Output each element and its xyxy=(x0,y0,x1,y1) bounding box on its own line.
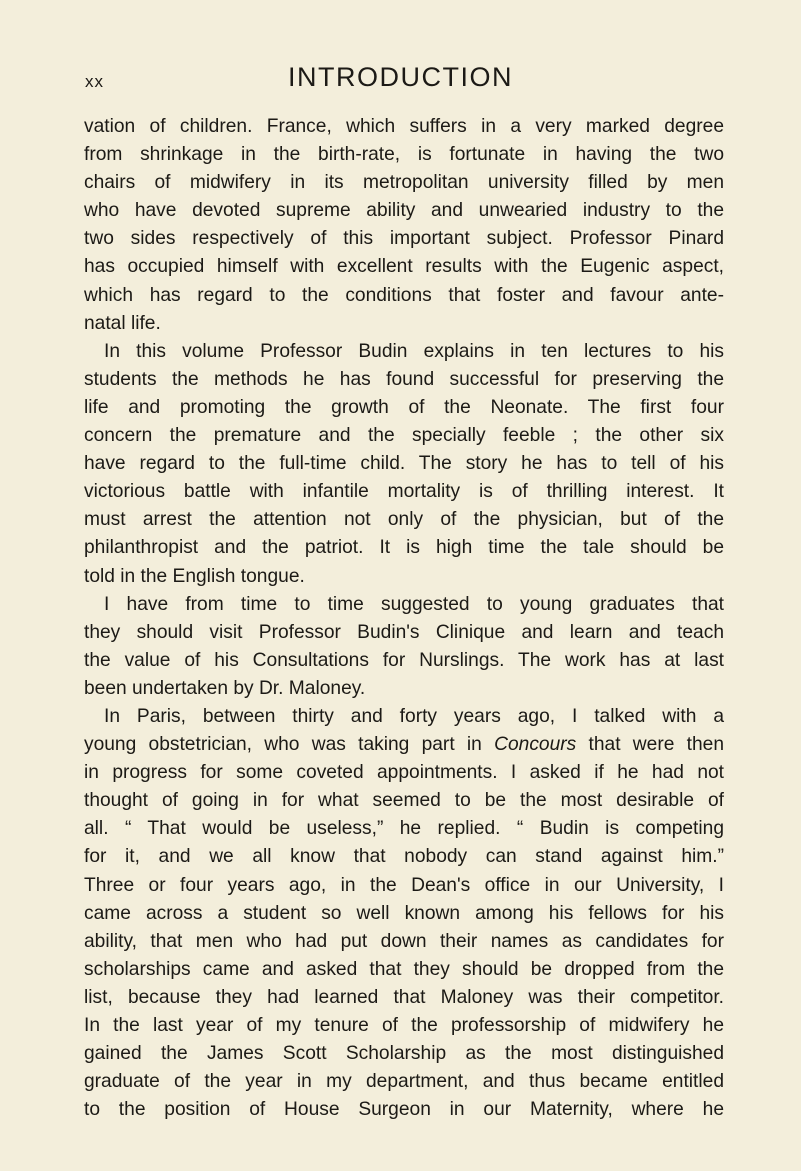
text-line-content: concern the premature and the specially feeble ; the other six xyxy=(84,425,724,447)
text-line-content: have regard to the full-time child. The story he has to tell of his xyxy=(84,453,724,475)
text-line xyxy=(84,253,724,281)
text-line xyxy=(84,647,724,675)
text-line xyxy=(84,534,724,562)
text-line-content: which has regard to the conditions that foster and favour ante- xyxy=(84,284,724,306)
text-line xyxy=(84,619,724,647)
text-line xyxy=(84,591,724,619)
text-line xyxy=(84,113,724,141)
text-line-content: they should visit Professor Budin's Clinique and learn and teach xyxy=(84,621,724,643)
text-line-content: scholarships came and asked that they should be dropped from the xyxy=(84,958,724,980)
page-header xyxy=(0,62,801,102)
text-line-content: philanthropist and the patriot. It is high time the tale should be xyxy=(84,537,724,559)
text-line xyxy=(84,394,724,422)
text-line-content: students the methods he has found successful for preserving the xyxy=(84,368,724,390)
text-line xyxy=(84,984,724,1012)
text-line-content: gained the James Scott Scholarship as the most distinguished xyxy=(84,1043,724,1065)
text-line xyxy=(84,815,724,843)
text-line-content: Three or four years ago, in the Dean's office in our University, I xyxy=(84,874,724,896)
text-line-content: In the last year of my tenure of the professorship of midwifery he xyxy=(84,1015,724,1036)
text-line xyxy=(84,506,724,534)
text-line xyxy=(84,675,724,703)
text-line xyxy=(84,731,724,759)
text-line-content: victorious battle with infantile mortality is of thrilling interest. It xyxy=(84,481,724,503)
text-line-content: the value of his Consultations for Nurslings. The work has at last xyxy=(84,649,724,671)
text-line xyxy=(84,872,724,900)
text-line-content: has occupied himself with excellent results with the Eugenic aspect, xyxy=(84,256,724,278)
text-line xyxy=(84,787,724,815)
text-line xyxy=(84,928,724,956)
text-line-content: from shrinkage in the birth-rate, is fortunate in having the two xyxy=(84,144,724,166)
text-line xyxy=(84,1096,724,1124)
text-line-content: for it, and we all know that nobody can stand against him.” xyxy=(84,846,724,868)
text-line-content: list, because they had learned that Maloney was their competitor. xyxy=(84,986,724,1008)
text-line-content: I have from time to time suggested to young graduates that xyxy=(104,593,724,615)
text-line-content: young obstetrician, who was taking part in xyxy=(84,734,495,756)
text-line xyxy=(84,169,724,197)
text-line xyxy=(84,197,724,225)
text-line-content: came across a student so well known among his fellows for his xyxy=(84,902,724,924)
text-line-content: vation of children. France, which suffers in a very marked degree xyxy=(84,116,724,137)
text-line xyxy=(84,900,724,928)
text-line xyxy=(84,956,724,984)
text-line xyxy=(84,759,724,787)
text-line xyxy=(84,338,724,366)
text-line xyxy=(84,282,724,310)
text-line xyxy=(84,225,724,253)
text-line-content: must arrest the attention not only of the physician, but of the xyxy=(84,509,724,531)
text-line-content: in progress for some coveted appointments. I asked if he had not xyxy=(84,762,724,784)
page-number: xx xyxy=(85,72,104,91)
text-line-content: who have devoted supreme ability and unwearied industry to the xyxy=(84,200,724,222)
text-line xyxy=(84,310,724,338)
text-line-content: life and promoting the growth of the Neonate. The first four xyxy=(84,396,724,418)
text-line xyxy=(84,366,724,394)
text-line-content: all. “ That would be useless,” he replied. “ Budin is competing xyxy=(84,818,724,840)
text-line xyxy=(84,1068,724,1096)
body-text xyxy=(84,113,724,1124)
text-line-content: In this volume Professor Budin explains in ten lectures to his xyxy=(104,340,724,362)
text-line-content: In Paris, between thirty and forty years ago, I talked with a xyxy=(104,705,724,727)
text-line-content: told in the English tongue. xyxy=(84,565,305,587)
text-line-content: chairs of midwifery in its metropolitan university filled by men xyxy=(84,172,724,194)
text-line-content: natal life. xyxy=(84,312,161,334)
text-line-content: thought of going in for what seemed to be the most desirable of xyxy=(84,790,724,812)
text-line xyxy=(84,1012,724,1040)
italic-term: Concours xyxy=(494,734,577,756)
text-line xyxy=(84,141,724,169)
text-line-content: ability, that men who had put down their names as candidates for xyxy=(84,930,724,952)
text-line-content: been undertaken by Dr. Maloney. xyxy=(84,677,366,699)
text-line xyxy=(84,1040,724,1068)
text-line-continuation: that were then xyxy=(576,734,724,756)
text-line xyxy=(84,843,724,871)
text-line xyxy=(84,478,724,506)
text-line-content: to the position of House Surgeon in our Maternity, where he xyxy=(84,1099,724,1121)
text-line xyxy=(84,450,724,478)
text-line xyxy=(84,563,724,591)
running-title: INTRODUCTION xyxy=(288,62,513,92)
text-line xyxy=(84,422,724,450)
text-line-content: two sides respectively of this important subject. Professor Pinard xyxy=(84,228,724,250)
text-line-content: graduate of the year in my department, and thus became entitled xyxy=(84,1071,724,1093)
text-line xyxy=(84,703,724,731)
